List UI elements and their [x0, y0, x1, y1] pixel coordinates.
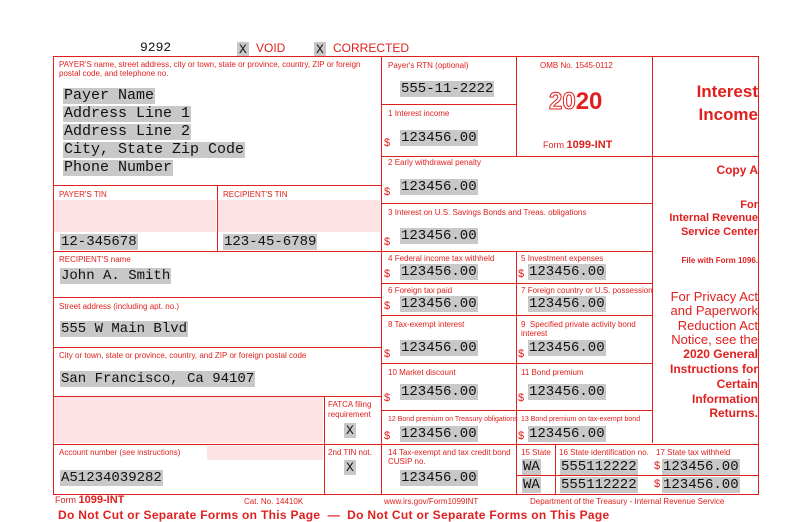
box9-value[interactable]: 123456.00: [529, 340, 605, 356]
rtn-value[interactable]: 555-11-2222: [401, 81, 494, 97]
box1-label: 1 Interest income: [388, 109, 450, 118]
box12-value[interactable]: 123456.00: [401, 426, 477, 442]
street-value[interactable]: 555 W Main Blvd: [61, 321, 188, 337]
box17-dollar-1: $: [654, 460, 661, 472]
box8-value[interactable]: 123456.00: [401, 340, 477, 356]
box8-label: 8 Tax-exempt interest: [388, 320, 465, 329]
box16-value-2[interactable]: 555112222: [561, 477, 637, 493]
box4-dollar: $: [384, 268, 391, 280]
recipient-tin-value[interactable]: 123-45-6789: [224, 234, 317, 250]
general-line-1: 2020 General: [683, 347, 758, 361]
payer-label: PAYER'S name, street address, city or town, state or province, country, ZIP or foreign postal code, and telephone no.: [59, 60, 361, 78]
general-line-2: Instructions for: [669, 362, 758, 376]
fatca-label-1: FATCA filing: [328, 400, 372, 409]
footer-url: www.irs.gov/Form1099INT: [384, 497, 479, 506]
city-label: City or town, state or province, country, and ZIP or foreign postal code: [59, 351, 307, 360]
box2-dollar: $: [384, 186, 391, 198]
box2-label: 2 Early withdrawal penalty: [388, 158, 481, 167]
fatca-label-2: requirement: [328, 410, 371, 419]
box12-label: 12 Bond premium on Treasury obligations: [388, 416, 518, 423]
box9-label: 9 Specified private activity bond interest: [521, 320, 636, 338]
box11-dollar: $: [518, 392, 525, 404]
box17-label: 17 State tax withheld: [656, 448, 731, 457]
box6-dollar: $: [384, 300, 391, 312]
payer-tin-label: PAYER'S TIN: [59, 190, 107, 199]
tin2-checkbox[interactable]: X: [346, 460, 354, 475]
payer-line-5[interactable]: Phone Number: [64, 159, 173, 176]
box4-label: 4 Federal income tax withheld: [388, 254, 495, 263]
title-line-2: Income: [698, 105, 758, 124]
box5-label: 5 Investment expenses: [521, 254, 604, 263]
footer-form-name: Form 1099-INT: [55, 494, 125, 506]
payer-line-4[interactable]: City, State Zip Code: [64, 141, 245, 158]
box16-value-1[interactable]: 555112222: [561, 459, 637, 475]
box17-value-2[interactable]: 123456.00: [663, 477, 739, 493]
corrected-checkbox[interactable]: X: [316, 42, 324, 57]
box17-dollar-2: $: [654, 478, 661, 490]
title-line-1: Interest: [696, 82, 758, 101]
recipient-name-value[interactable]: John A. Smith: [61, 268, 171, 284]
box5-dollar: $: [518, 268, 525, 280]
box9-dollar: $: [518, 348, 525, 360]
box5-value[interactable]: 123456.00: [529, 264, 605, 280]
privacy-line-1: For Privacy Act: [670, 289, 758, 304]
box10-label: 10 Market discount: [388, 368, 456, 377]
payer-tin-value[interactable]: 12-345678: [61, 234, 137, 250]
box14-label: 14 Tax-exempt and tax credit bond CUSIP no.: [388, 448, 511, 466]
box7-label: 7 Foreign country or U.S. possession: [521, 286, 653, 295]
box12-dollar: $: [384, 430, 391, 442]
footer-cat: Cat. No. 14410K: [244, 497, 304, 506]
tax-year: 2020: [549, 88, 603, 115]
box15-value-1[interactable]: WA: [523, 459, 540, 475]
recipient-tin-label: RECIPIENT'S TIN: [223, 190, 288, 199]
box3-dollar: $: [384, 236, 391, 248]
privacy-line-4: Notice, see the: [671, 332, 758, 347]
recipient-name-label: RECIPIENT'S name: [59, 255, 131, 264]
void-label: VOID: [256, 41, 286, 55]
general-line-5: Returns.: [709, 406, 758, 420]
box13-value[interactable]: 123456.00: [529, 426, 605, 442]
privacy-line-2: and Paperwork: [670, 303, 758, 318]
box14-value[interactable]: 123456.00: [401, 470, 477, 486]
omb-label: OMB No. 1545-0112: [540, 61, 613, 70]
payer-line-3[interactable]: Address Line 2: [64, 123, 191, 140]
box11-label: 11 Bond premium: [521, 368, 584, 377]
box13-label: 13 Bond premium on tax-exempt bond: [521, 416, 641, 423]
city-value[interactable]: San Francisco, Ca 94107: [61, 371, 255, 387]
copy-file-with: File with Form 1096.: [681, 256, 758, 265]
payer-line-1[interactable]: Payer Name: [64, 87, 155, 104]
general-line-4: Information: [692, 392, 758, 406]
copy-irs-2: Service Center: [680, 226, 758, 238]
box4-value[interactable]: 123456.00: [401, 264, 477, 280]
box2-value[interactable]: 123456.00: [401, 179, 477, 195]
box6-label: 6 Foreign tax paid: [388, 286, 453, 295]
box15-value-2[interactable]: WA: [523, 477, 540, 493]
box16-label: 16 State identification no.: [559, 448, 649, 457]
box17-value-1[interactable]: 123456.00: [663, 459, 739, 475]
box6-value[interactable]: 123456.00: [401, 296, 477, 312]
footer-dept: Department of the Treasury - Internal Revenue Service: [530, 497, 725, 506]
corrected-label: CORRECTED: [333, 41, 410, 55]
omb-form-name: Form 1099-INT: [543, 139, 613, 151]
box1-value[interactable]: 123456.00: [401, 130, 477, 146]
box15-label: 15 State: [521, 448, 551, 457]
street-label: Street address (including apt. no.): [59, 302, 180, 311]
form-code: 9292: [140, 40, 172, 55]
fatca-checkbox[interactable]: X: [346, 423, 354, 438]
copy-for: For: [740, 199, 758, 211]
box3-value[interactable]: 123456.00: [401, 228, 477, 244]
void-checkbox[interactable]: X: [239, 42, 247, 57]
box11-value[interactable]: 123456.00: [529, 384, 605, 400]
box10-dollar: $: [384, 392, 391, 404]
box1-dollar: $: [384, 137, 391, 149]
copy-a: Copy A: [716, 163, 758, 177]
tin2-label: 2nd TIN not.: [328, 448, 372, 457]
box8-dollar: $: [384, 348, 391, 360]
account-label: Account number (see instructions): [59, 448, 181, 457]
copy-irs-1: Internal Revenue: [669, 212, 758, 224]
box7-value[interactable]: 123456.00: [529, 296, 605, 312]
general-line-3: Certain: [716, 377, 758, 391]
box13-dollar: $: [518, 430, 525, 442]
rtn-label: Payer's RTN (optional): [388, 61, 469, 70]
cut-notice: Do Not Cut or Separate Forms on This Page — Do Not Cut or Separate Forms on This Page: [58, 508, 610, 522]
account-value[interactable]: A51234039282: [61, 470, 162, 486]
box3-label: 3 Interest on U.S. Savings Bonds and Treas. obligations: [388, 208, 587, 217]
box10-value[interactable]: 123456.00: [401, 384, 477, 400]
privacy-line-3: Reduction Act: [677, 318, 758, 333]
payer-line-2[interactable]: Address Line 1: [64, 105, 191, 122]
